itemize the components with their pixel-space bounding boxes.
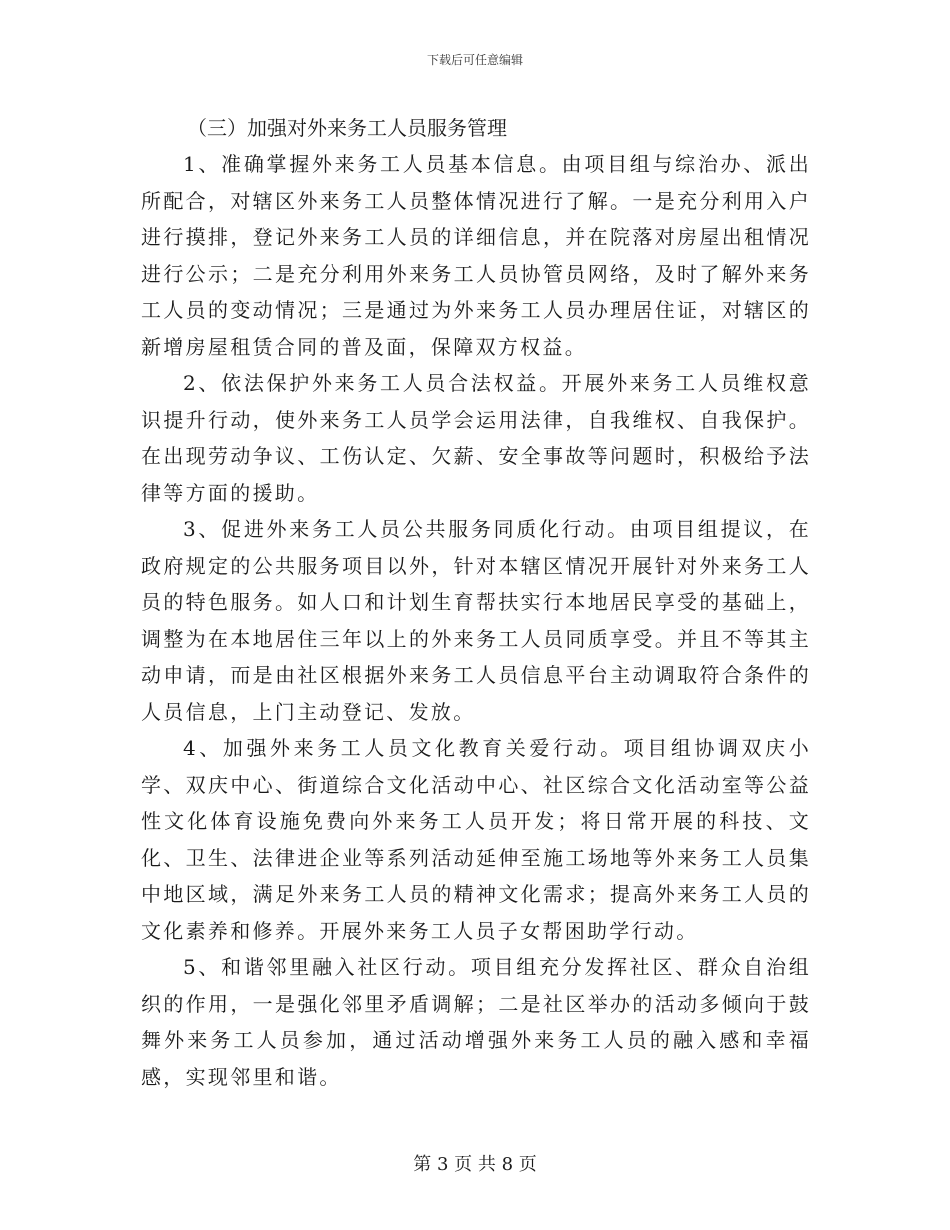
paragraph-5: 5、和谐邻里融入社区行动。项目组充分发挥社区、群众自治组织的作用，一是强化邻里矛盾调解；二是社区举办的活动多倾向于鼓舞外来务工人员参加，通过活动增强外来务工人员的融入感和幸福感，实现邻里和谐。: [141, 955, 811, 1089]
paragraph-1: 1、准确掌握外来务工人员基本信息。由项目组与综治办、派出所配合，对辖区外来务工人员整体情况进行了解。一是充分利用入户进行摸排，登记外来务工人员的详细信息，并在院落对房屋出租情况进行公示；二是充分利用外来务工人员协管员网络，及时了解外来务工人员的变动情况；三是通过为外来务工人员办理居住证，对辖区的新增房屋租赁合同的普及面，保障双方权益。: [141, 152, 811, 359]
page-header-note: 下载后可任意编辑: [426, 53, 523, 67]
section-heading: （三）加强对外来务工人员服务管理: [187, 116, 507, 140]
paragraph-2: 2、依法保护外来务工人员合法权益。开展外来务工人员维权意识提升行动，使外来务工人员学会运用法律，自我维权、自我保护。在出现劳动争议、工伤认定、欠薪、安全事故等问题时，积极给予法律等方面的援助。: [141, 371, 811, 505]
paragraph-3: 3、促进外来务工人员公共服务同质化行动。由项目组提议，在政府规定的公共服务项目以外，针对本辖区情况开展针对外来务工人员的特色服务。如人口和计划生育帮扶实行本地居民享受的基础上，调整为在本地居住三年以上的外来务工人员同质享受。并且不等其主动申请，而是由社区根据外来务工人员信息平台主动调取符合条件的人员信息，上门主动登记、发放。: [141, 517, 811, 724]
paragraph-4: 4、加强外来务工人员文化教育关爱行动。项目组协调双庆小学、双庆中心、街道综合文化活动中心、社区综合文化活动室等公益性文化体育设施免费向外来务工人员开发；将日常开展的科技、文化、卫生、法律进企业等系列活动延伸至施工场地等外来务工人员集中地区域，满足外来务工人员的精神文化需求；提高外来务工人员的文化素养和修养。开展外来务工人员子女帮困助学行动。: [141, 736, 811, 943]
page-number: 第 3 页 共 8 页: [413, 1154, 537, 1175]
document-body: [141, 110, 811, 1095]
